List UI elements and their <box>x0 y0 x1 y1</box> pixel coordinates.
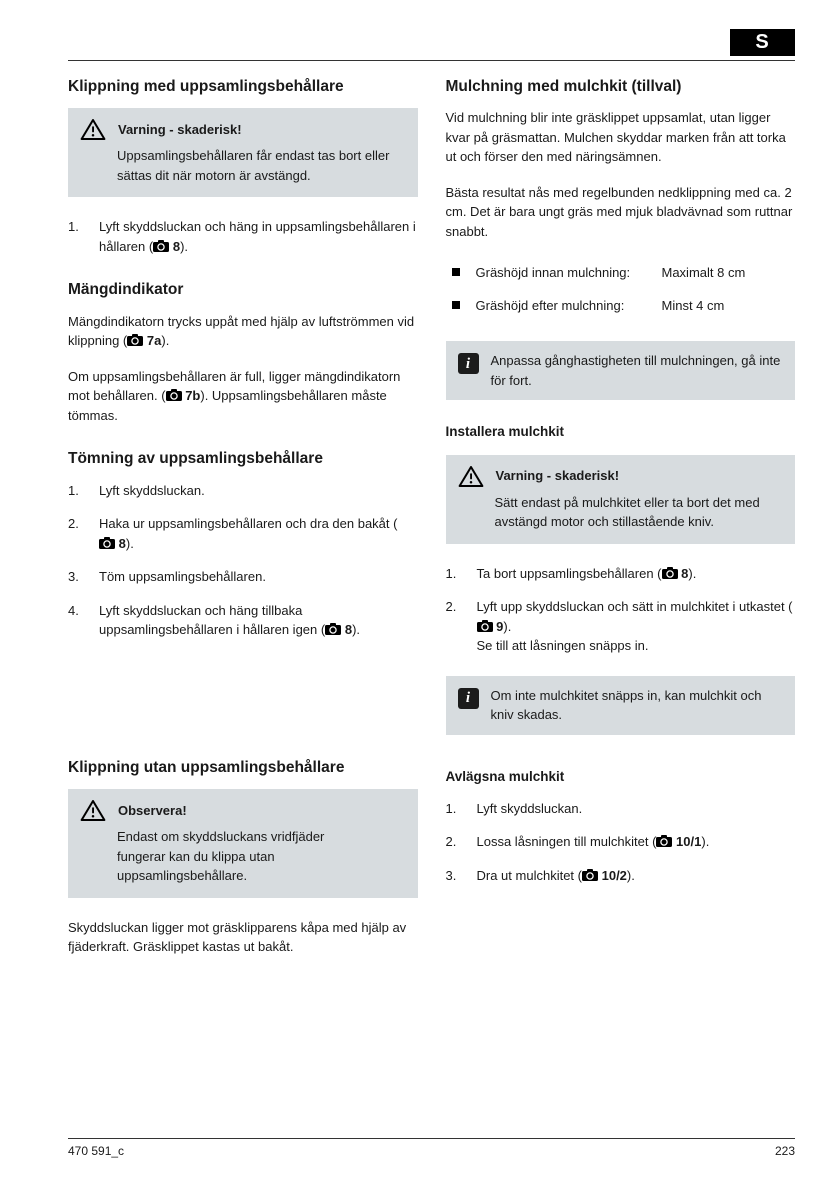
subheading-avlagsna: Avlägsna mulchkit <box>445 768 565 784</box>
item-text-post: ). <box>688 565 697 581</box>
section-heading-klippning-med: Klippning med uppsamlingsbehållare <box>68 78 344 95</box>
square-bullet-icon <box>452 268 460 276</box>
language-badge-label: S <box>755 31 770 53</box>
item-text-pre: Dra ut mulchkitet ( <box>476 867 582 883</box>
list-text <box>99 217 418 256</box>
left-column <box>68 61 418 973</box>
camera-icon <box>153 240 169 252</box>
warning-body: Endast om skyddsluckans vridfjäder fungerar kan du klippa utan uppsamlingsbehållare. <box>117 829 325 883</box>
figure-ref <box>325 622 352 637</box>
list-number: 3. <box>68 569 79 585</box>
list-item <box>68 567 418 587</box>
warning-header <box>80 799 406 822</box>
figure-number: 8 <box>172 238 181 254</box>
figure-ref <box>127 333 161 348</box>
camera-icon <box>582 869 598 881</box>
paragraph-text-pre: Mängdindikatorn trycks uppåt med hjälp av luftströmmen vid klippning ( <box>68 313 415 349</box>
camera-icon <box>662 567 678 579</box>
subheading-installera: Installera mulchkit <box>445 424 565 440</box>
paragraph: Vid mulchning blir inte gräsklippet uppsamlat, utan ligger kvar på gräsmattan. Mulchen skyddar marken från att torka ut och förser den med näringsämnen. <box>445 110 786 165</box>
item-text-post: ). <box>180 238 189 254</box>
item-text-line2: Se till att låsningen snäpps in. <box>476 638 649 654</box>
warning-title: Observera! <box>118 802 187 818</box>
page-number: 223 <box>774 1144 795 1158</box>
info-text: Anpassa gånghastigheten till mulchningen, gå inte för fort. <box>490 353 781 388</box>
warning-box-mulchkit <box>446 455 796 544</box>
list-item <box>68 481 418 501</box>
figure-ref <box>477 619 504 634</box>
item-text-post: ). <box>503 618 512 634</box>
list-item <box>446 564 796 584</box>
paragraph <box>68 367 418 426</box>
list-item <box>446 866 796 886</box>
figure-number: 7a <box>146 333 162 349</box>
list-text: Lyft skyddsluckan. <box>476 800 583 816</box>
notice-box-observera <box>68 789 418 898</box>
item-text-pre: Lyft skyddsluckan och häng in uppsamlingsbehållaren i hållaren ( <box>99 219 416 254</box>
language-badge <box>730 29 795 56</box>
list-number: 2. <box>445 599 457 615</box>
item-text-post: ). <box>626 867 635 883</box>
list-text <box>477 866 796 886</box>
figure-number: 8 <box>344 622 353 638</box>
warning-header <box>80 118 406 141</box>
warning-title: Varning - skaderisk! <box>118 122 242 138</box>
camera-icon <box>477 620 493 632</box>
section-heading-tomning: Tömning av uppsamlingsbehållare <box>68 450 323 468</box>
bullet-value: Maximalt 8 cm <box>661 265 746 281</box>
list-number: 3. <box>445 867 457 883</box>
warning-triangle-icon <box>80 118 106 141</box>
list-number: 4. <box>68 602 79 618</box>
bullet-label: Gräshöjd efter mulchning: <box>475 297 625 313</box>
square-bullet-icon <box>452 301 460 309</box>
camera-icon <box>99 537 115 549</box>
list-item <box>68 601 418 640</box>
paragraph-text-pre: Om uppsamlingsbehållaren är full, ligger mängdindikatorn mot behållaren. ( <box>68 368 401 404</box>
list-text <box>477 597 796 656</box>
bullet-value: Minst 4 cm <box>661 297 725 313</box>
figure-number: 8 <box>681 565 689 581</box>
info-box <box>446 676 796 735</box>
warning-box-uppsamling <box>68 108 418 197</box>
figure-ref <box>656 834 701 849</box>
item-text-pre: Lyft skyddsluckan och häng tillbaka uppsamlingsbehållaren i hållaren igen ( <box>99 602 326 638</box>
warning-title: Varning - skaderisk! <box>495 468 620 484</box>
figure-ref <box>582 868 627 883</box>
bullet-label: Gräshöjd innan mulchning: <box>475 265 631 281</box>
item-text-post: ). <box>125 535 134 551</box>
item-text-pre: Ta bort uppsamlingsbehållaren ( <box>476 565 662 581</box>
right-column <box>446 61 796 973</box>
paragraph: Skyddsluckan ligger mot gräsklipparens kåpa med hjälp av fjäderkraft. Gräsklippet kastas ut bakåt. <box>68 919 407 954</box>
list-text: Töm uppsamlingsbehållaren. <box>99 569 266 585</box>
paragraph-text-post: ). Uppsamlingsbehållaren måste tömmas. <box>68 388 387 423</box>
camera-icon <box>656 835 672 847</box>
figure-ref <box>166 388 201 403</box>
section-heading-mangdindikator: Mängdindikator <box>68 281 184 299</box>
figure-number: 8 <box>118 535 126 551</box>
item-text-pre: Lyft upp skyddsluckan och sätt in mulchkitet i utkastet ( <box>476 599 793 615</box>
warning-triangle-icon <box>458 465 484 488</box>
warning-body: Sätt endast på mulchkitet eller ta bort det med avstängd motor och stillastående kniv. <box>494 494 760 530</box>
figure-ref <box>153 239 180 254</box>
info-text: Om inte mulchkitet snäpps in, kan mulchkit och kniv skadas. <box>490 687 762 723</box>
list-number: 2. <box>68 516 79 532</box>
paragraph: Bästa resultat nås med regelbunden nedklippning med ca. 2 cm. Det är bara ungt gräs med mjuk bladvävnad som ruttnar snabbt. <box>445 184 793 239</box>
list-number: 1. <box>445 565 457 581</box>
list-text <box>99 601 418 640</box>
item-text-pre: Lossa låsningen till mulchkitet ( <box>476 834 657 850</box>
paragraph <box>68 312 418 351</box>
list-text <box>99 514 418 553</box>
figure-ref <box>662 566 689 581</box>
document-number: 470 591_c <box>68 1144 125 1158</box>
list-number: 1. <box>68 219 79 235</box>
list-number: 1. <box>445 800 457 816</box>
list-item <box>446 799 796 819</box>
bullet-item <box>446 296 796 316</box>
camera-icon <box>325 623 341 635</box>
content-columns <box>68 61 795 973</box>
warning-triangle-icon <box>80 799 106 822</box>
list-number: 1. <box>68 482 79 498</box>
list-item <box>68 514 418 553</box>
camera-icon <box>127 334 143 346</box>
info-box <box>446 341 796 400</box>
list-text: Lyft skyddsluckan. <box>99 482 205 498</box>
list-item <box>446 597 796 656</box>
item-text-pre: Haka ur uppsamlingsbehållaren och dra den bakåt ( <box>99 516 398 532</box>
section-heading-klippning-utan: Klippning utan uppsamlingsbehållare <box>68 758 345 776</box>
camera-icon <box>166 389 182 401</box>
info-icon: i <box>458 688 479 709</box>
list-text <box>477 832 796 852</box>
warning-header <box>458 465 784 488</box>
list-item <box>446 832 796 852</box>
figure-number: 10/2 <box>601 867 627 883</box>
page-footer <box>68 1138 795 1158</box>
figure-number: 10/1 <box>676 834 702 850</box>
bullet-item <box>446 263 796 283</box>
figure-number: 9 <box>496 618 504 634</box>
info-icon: i <box>458 353 479 374</box>
figure-ref <box>99 536 126 551</box>
section-heading-mulchning: Mulchning med mulchkit (tillval) <box>445 78 682 95</box>
list-number: 2. <box>445 834 457 850</box>
figure-number: 7b <box>185 388 201 404</box>
list-item <box>68 217 418 256</box>
item-text-post: ). <box>701 834 710 850</box>
item-text-post: ). <box>352 622 361 638</box>
list-text <box>477 564 796 584</box>
warning-body: Uppsamlingsbehållaren får endast tas bort eller sättas dit när motorn är avstängd. <box>117 148 390 183</box>
paragraph-text-post: ). <box>161 333 170 349</box>
